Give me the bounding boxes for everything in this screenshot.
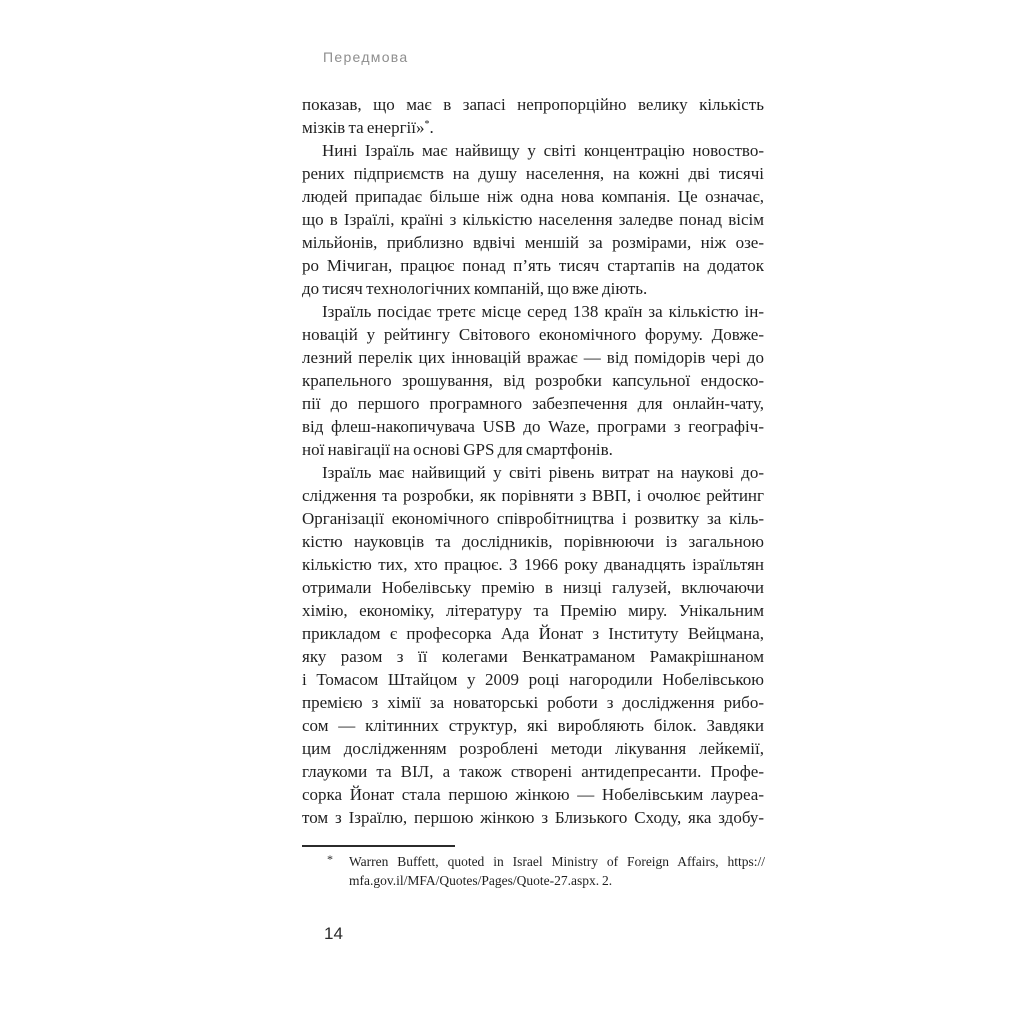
text-line: показав, що має в запасі непропорційно велику кількість [302,95,764,114]
paragraph [302,93,764,139]
text-line: новацій у рейтингу Світового економічного форуму. Довже- [302,325,764,344]
text-line: хімію, економіку, літературу та Премію миру. Унікальним [302,601,764,620]
text-line: кількістю тих, хто працює. З 1966 року дванадцять ізраїльтян [302,555,764,574]
text-line: лезний перелік цих інновацій вражає — від помідорів чері до [302,348,764,367]
footnote-text [349,852,765,890]
text-line: до тисяч технологічних компаній, що вже діють. [302,279,648,298]
text-line: слідження та розробки, як порівняти з ВВП, і очолює рейтинг [302,486,764,505]
footnote [302,852,765,890]
text-line: сом — клітинних структур, які виробляють білок. Завдяки [302,716,764,735]
text-line: Ізраїль має найвищий у світі рівень витрат на наукові до- [322,463,764,482]
text-line: том з Ізраїлю, першою жінкою з Близького Сходу, яка здобу- [302,808,764,827]
text-line: рених підприємств на душу населення, на кожні дві тисячі [302,164,764,183]
paragraph [302,300,764,461]
footnote-reference: * [424,119,430,130]
paragraph [302,139,764,300]
text-line: премією з хімії за новаторські роботи з дослідження рибо- [302,693,764,712]
text-line: ро Мічиган, працює понад п’ять тисяч стартапів на додаток [302,256,764,275]
text-line: цим дослідженням розроблені методи лікування лейкемії, [302,739,764,758]
text-line: прикладом є професорка Ада Йонат з Інституту Вейцмана, [302,624,764,643]
body-text-block [302,93,764,829]
page-number: 14 [324,924,343,943]
text-line: Нині Ізраїль має найвищу у світі концентрацію новоство- [322,141,764,160]
text-line: яку разом з її колегами Венкатраманом Рамакрішнаном [302,647,764,666]
text-line: людей припадає більше ніж одна нова компанія. Це означає, [302,187,764,206]
footnote-line: mfa.gov.il/MFA/Quotes/Pages/Quote-27.aspx. 2. [349,873,613,888]
text-line: пії до першого програмного забезпечення для онлайн-чату, [302,394,764,413]
text-line: що в Ізраїлі, країні з кількістю населення заледве понад вісім [302,210,764,229]
footnote-separator [302,845,455,847]
text-line: від флеш-накопичувача USB до Waze, програми з географіч- [302,417,764,436]
text-line: мільйонів, приблизно вдвічі меншій за розмірами, ніж озе- [302,233,764,252]
text-line: кістю науковців та дослідників, порівнюючи із загальною [302,532,764,551]
text-line: ної навігації на основі GPS для смартфонів. [302,440,613,459]
footnote-marker: * [327,852,333,866]
footnote-line: Warren Buffett, quoted in Israel Ministry of Foreign Affairs, https:// [349,854,765,869]
text-line: сорка Йонат стала першою жінкою — Нобелівським лауреа- [302,785,764,804]
text-line: отримали Нобелівську премію в низці галузей, включаючи [302,578,764,597]
text-line: і Томасом Штайцом у 2009 році нагородили Нобелівською [302,670,764,689]
text-line: Організації економічного співробітництва і розвитку за кіль- [302,509,764,528]
text-line: мізків та енергії»*. [302,118,434,137]
paragraph [302,461,764,829]
running-header: Передмова [323,49,409,65]
text-line: Ізраїль посідає третє місце серед 138 країн за кількістю ін- [322,302,764,321]
text-line: глаукоми та ВІЛ, а також створені антидепресанти. Профе- [302,762,764,781]
text-line: крапельного зрошування, від розробки капсульної ендоско- [302,371,764,390]
